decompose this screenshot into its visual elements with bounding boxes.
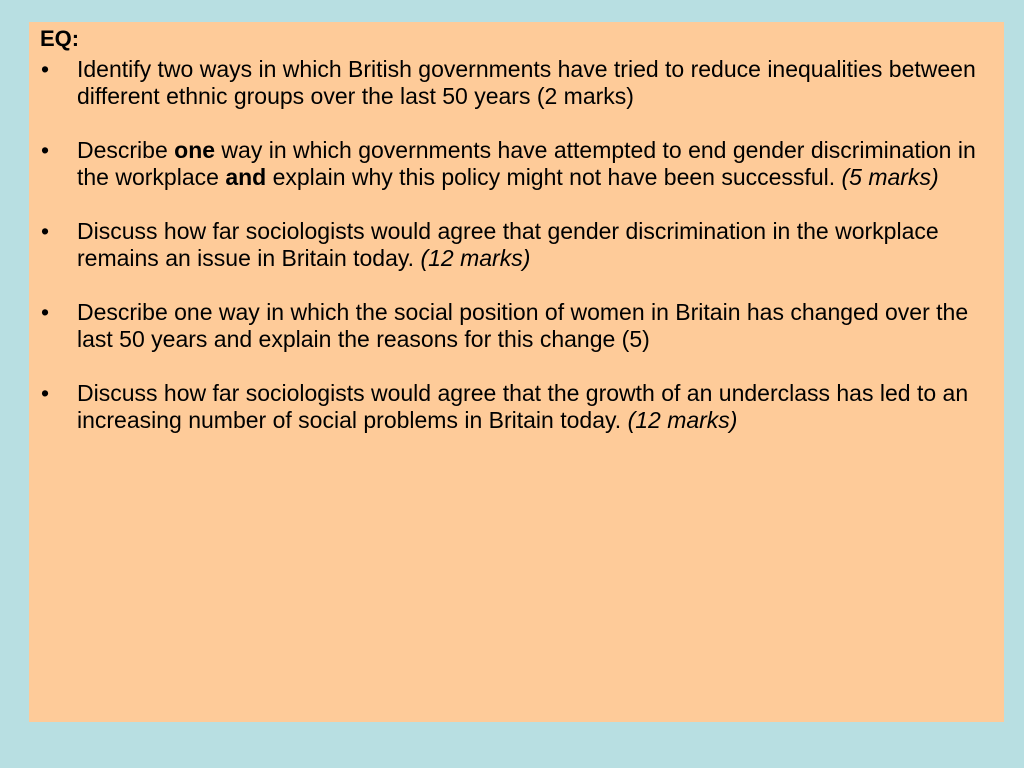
bullet-marker: • [41, 137, 50, 163]
bullet-marker: • [41, 380, 50, 406]
question-text [77, 56, 976, 109]
emphasis-one: one [174, 137, 216, 163]
question-text [77, 380, 968, 433]
question-text-part: Discuss how far sociologists would agree that the growth of an underclass has led to an increasing number of social problems in Britain today. [77, 380, 969, 433]
marks-label: (12 marks) [420, 245, 531, 271]
question-item [40, 299, 990, 353]
marks-label: (12 marks) [627, 407, 738, 433]
question-text [77, 137, 976, 190]
marks-label: (5 marks) [841, 164, 939, 190]
slide-panel [29, 22, 1004, 722]
question-text [77, 299, 968, 352]
question-text-part: Describe [77, 137, 175, 163]
bullet-marker: • [41, 218, 50, 244]
question-list [40, 56, 990, 434]
question-item [40, 56, 990, 110]
question-text-part: explain why this policy might not have been successful. [266, 164, 842, 190]
question-text [77, 218, 939, 271]
question-item [40, 380, 990, 434]
question-text-part: Describe one way in which the social position of women in Britain has changed over the last 50 years and explain the reasons for this change (5) [77, 299, 969, 352]
question-text-part: way in which governments have attempted to end gender discrimination in the workplace [77, 137, 976, 190]
slide-heading: EQ: [40, 26, 80, 51]
emphasis-and: and [225, 164, 267, 190]
question-text-part: Discuss how far sociologists would agree that gender discrimination in the workplace remains an issue in Britain today. [77, 218, 939, 271]
question-item [40, 137, 990, 191]
bullet-marker: • [41, 56, 50, 82]
question-text-part: Identify two ways in which British governments have tried to reduce inequalities between different ethnic groups over the last 50 years (2 marks) [77, 56, 976, 109]
bullet-marker: • [41, 299, 50, 325]
question-item [40, 218, 990, 272]
